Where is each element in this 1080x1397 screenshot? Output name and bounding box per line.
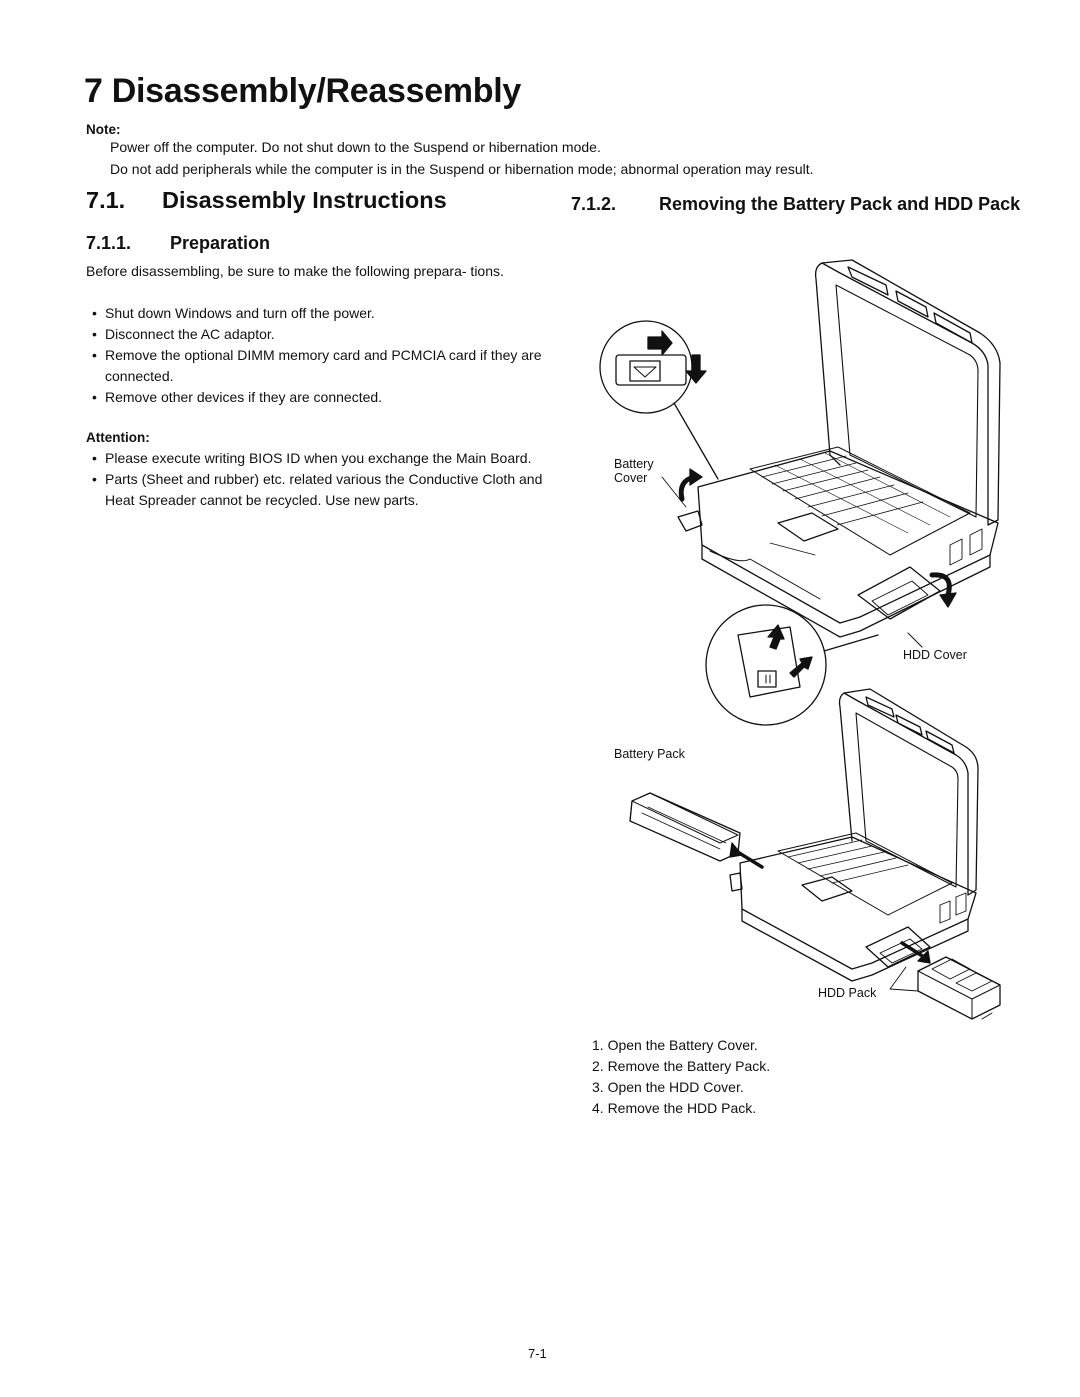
list-item: • Disconnect the AC adaptor. bbox=[92, 326, 275, 342]
page-title: 7 Disassembly/Reassembly bbox=[84, 72, 521, 110]
note-line-2: Do not add peripherals while the computer is in the Suspend or hibernation mode; abnormal operation may result. bbox=[110, 161, 814, 177]
laptop-bottom-illustration bbox=[730, 689, 978, 981]
note-line-1: Power off the computer. Do not shut down to the Suspend or hibernation mode. bbox=[110, 139, 601, 155]
battery-pack-label: Battery Pack bbox=[614, 747, 685, 761]
list-item: • Remove the optional DIMM memory card and PCMCIA card if they are connected. bbox=[92, 347, 542, 384]
list-item: 2. Remove the Battery Pack. bbox=[592, 1058, 771, 1074]
list-item: • Please execute writing BIOS ID when you exchange the Main Board. bbox=[92, 450, 532, 466]
battery-latch-detail bbox=[600, 321, 718, 479]
preparation-heading bbox=[86, 233, 270, 254]
list-item: • Shut down Windows and turn off the power. bbox=[92, 305, 375, 321]
hdd-cover-label: HDD Cover bbox=[903, 648, 967, 662]
list-item: 1. Open the Battery Cover. bbox=[592, 1037, 758, 1053]
removing-number: 7.1.2. bbox=[571, 194, 617, 214]
list-item: • Remove other devices if they are connected. bbox=[92, 389, 383, 405]
arrow-head-icon bbox=[690, 469, 702, 485]
section-number: 7.1. bbox=[86, 187, 126, 213]
attention-list bbox=[92, 448, 552, 511]
hdd-pack-label: HDD Pack bbox=[818, 986, 877, 1000]
battery-pack-illustration bbox=[630, 793, 740, 861]
preparation-list bbox=[92, 303, 552, 408]
disassembly-illustration bbox=[590, 255, 1010, 1025]
arrow-head-icon bbox=[940, 593, 956, 607]
hdd-pack-illustration bbox=[918, 957, 1000, 1019]
list-item: 4. Remove the HDD Pack. bbox=[592, 1100, 757, 1116]
battery-cover-label-1: Battery bbox=[614, 457, 654, 471]
removing-title: Removing the Battery Pack and HDD Pack bbox=[659, 194, 1021, 214]
hdd-latch-detail bbox=[706, 605, 878, 725]
section-heading bbox=[86, 187, 447, 214]
attention-label: Attention: bbox=[86, 430, 150, 445]
section-title: Disassembly Instructions bbox=[162, 187, 447, 213]
list-item: 3. Open the HDD Cover. bbox=[592, 1079, 744, 1095]
preparation-title: Preparation bbox=[170, 233, 271, 253]
removal-steps bbox=[592, 1035, 770, 1119]
removing-heading bbox=[571, 191, 1041, 217]
note-label: Note: bbox=[86, 122, 121, 137]
list-item: • Parts (Sheet and rubber) etc. related various the Conductive Cloth and Heat Spreader cannot be recycled. Use new parts. bbox=[92, 471, 543, 508]
preparation-intro: Before disassembling, be sure to make the following prepara- tions. bbox=[86, 263, 504, 279]
arrow-head-icon bbox=[730, 843, 742, 857]
battery-cover-label-2: Cover bbox=[614, 471, 648, 485]
page-number: 7-1 bbox=[528, 1346, 547, 1361]
preparation-number: 7.1.1. bbox=[86, 233, 132, 253]
laptop-top-illustration bbox=[678, 260, 1000, 637]
